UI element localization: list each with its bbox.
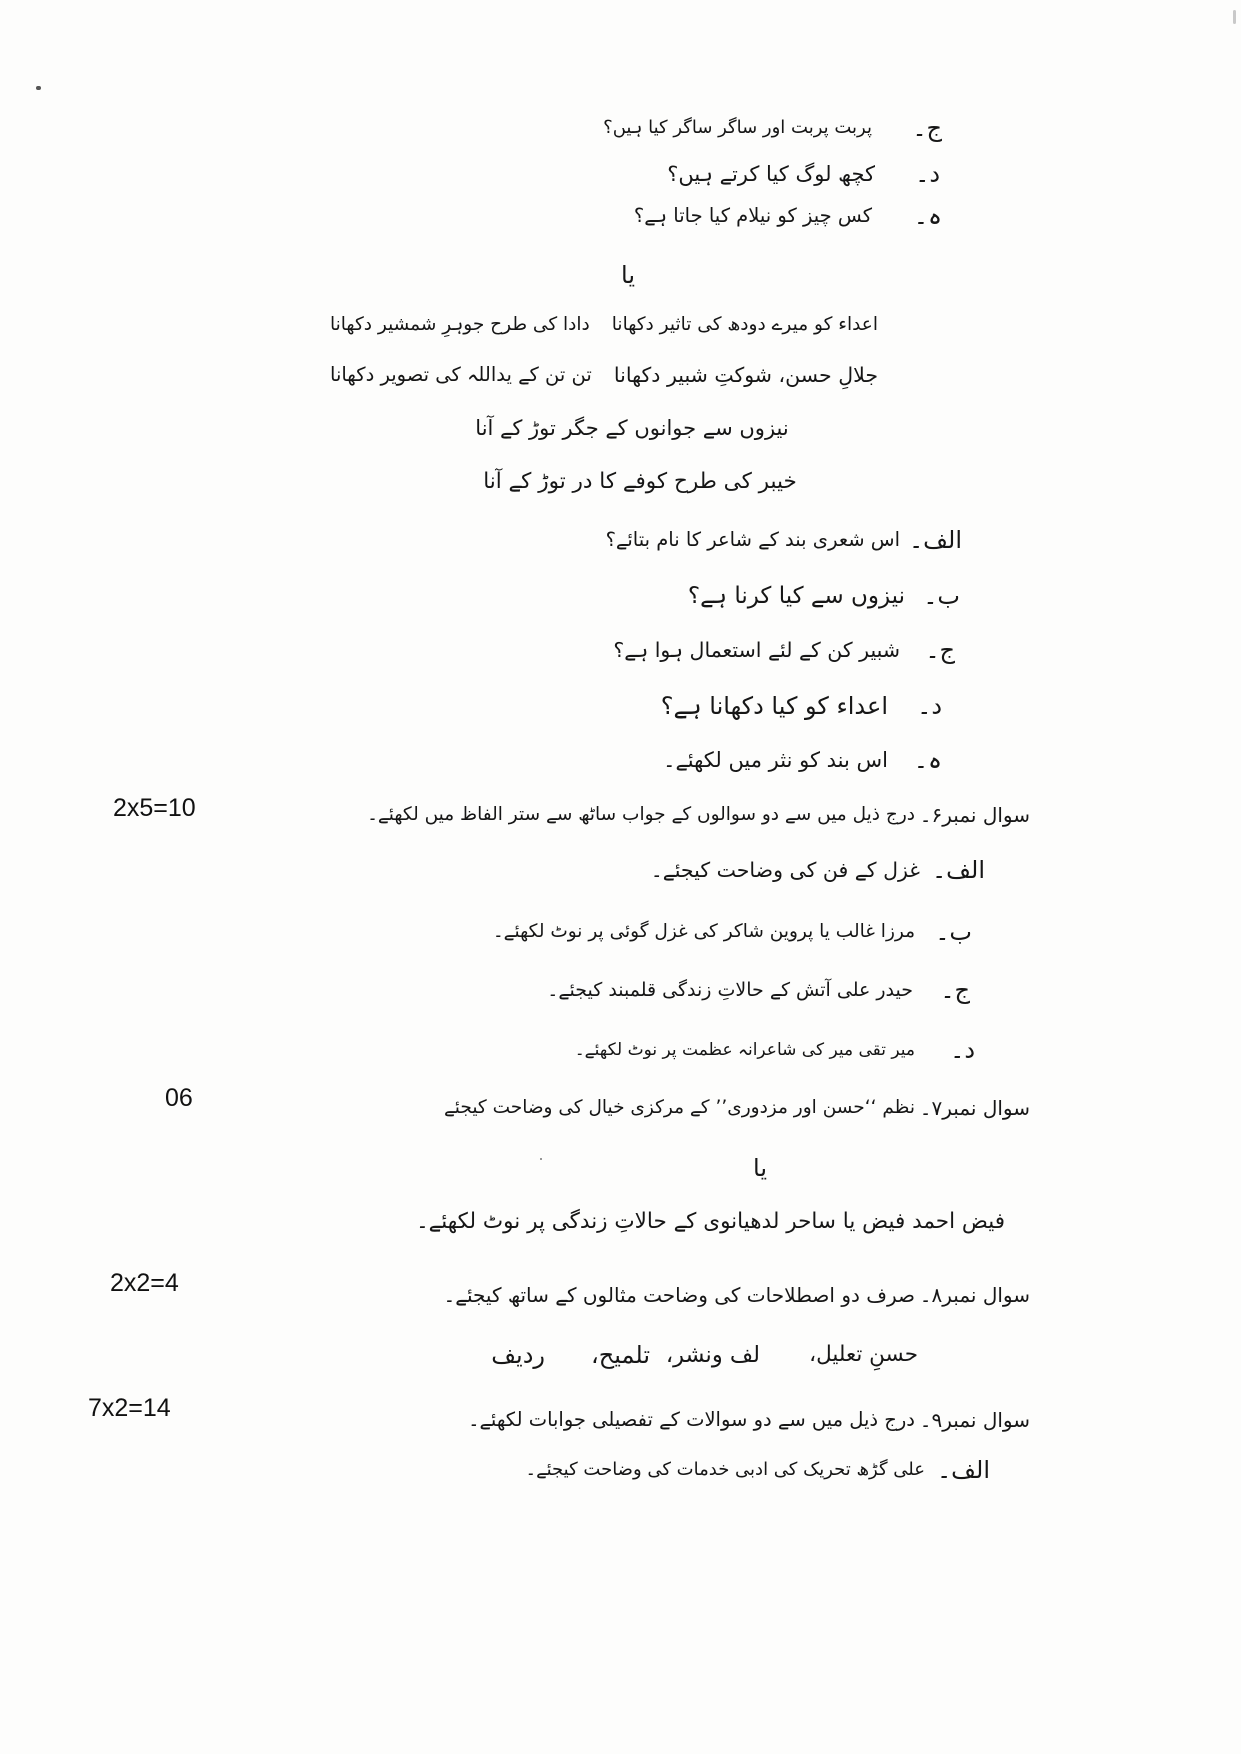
question-part-text: اس شعری بند کے شاعر کا نام بتائے؟ [605, 528, 900, 551]
poem-line: اعداء کو میرے دودھ کی تاثیر دکھانا [611, 314, 878, 335]
question-9-label: سوال نمبر۹۔ [919, 1408, 1030, 1432]
question-part-text: مرزا غالب یا پروین شاکر کی غزل گوئی پر نوٹ لکھئے۔ [492, 921, 915, 942]
question-7-label: سوال نمبر۷۔ [919, 1096, 1030, 1120]
question-part-label: ب۔ [923, 582, 960, 610]
question-part-label: الف۔ [909, 526, 962, 554]
term-item: لف ونشر، [665, 1342, 760, 1368]
question-part-text: علی گڑھ تحریک کی ادبی خدمات کی وضاحت کیجئے۔ [525, 1459, 925, 1480]
poem-line: تن تن کے یداللہ کی تصویر دکھانا [330, 363, 592, 386]
poem-line: دادا کی طرح جوہرِ شمشیر دکھانا [330, 314, 590, 335]
question-8-label: سوال نمبر۸۔ [919, 1283, 1030, 1307]
question-part-label: ج۔ [912, 114, 942, 142]
term-item: ردیف [491, 1341, 545, 1369]
question-7-text: نظم ‘‘حسن اور مزدوری’’ کے مرکزی خیال کی وضاحت کیجئے [443, 1097, 915, 1118]
question-part-text: حیدر علی آتش کے حالاتِ زندگی قلمبند کیجئے۔ [547, 979, 913, 1001]
question-part-text: شبیر کن کے لئے استعمال ہوا ہے؟ [613, 638, 900, 662]
scan-edge-mark [1233, 10, 1236, 24]
question-9-text: درج ذیل میں سے دو سوالات کے تفصیلی جوابات لکھئے۔ [468, 1408, 915, 1431]
question-part-label: د۔ [915, 160, 940, 188]
question-part-label: الف۔ [932, 856, 985, 884]
question-part-text: نیزوں سے کیا کرنا ہے؟ [687, 583, 905, 609]
question-part-label: ہ۔ [913, 746, 942, 774]
question-7-alternative-text: فیض احمد فیض یا ساحر لدھیانوی کے حالاتِ زندگی پر نوٹ لکھئے۔ [416, 1209, 1005, 1234]
scan-speck [36, 86, 41, 90]
term-item: حسنِ تعلیل، [809, 1342, 918, 1367]
question-7-marks: 06 [165, 1084, 193, 1112]
question-part-text: کچھ لوگ کیا کرتے ہیں؟ [667, 162, 875, 186]
question-6-text: درج ذیل میں سے دو سوالوں کے جواب ساٹھ سے ستر الفاظ میں لکھئے۔ [367, 804, 915, 825]
question-part-text: اعداء کو کیا دکھانا ہے؟ [660, 692, 888, 720]
or-divider: یا [621, 261, 635, 289]
question-6-label: سوال نمبر۶۔ [919, 803, 1030, 827]
poem-line: جلالِ حسن، شوکتِ شبیر دکھانا [613, 363, 878, 387]
question-part-label: الف۔ [937, 1456, 990, 1484]
question-part-label: ج۔ [925, 636, 955, 664]
or-divider: یا [753, 1154, 767, 1182]
question-9-marks: 7x2=14 [88, 1394, 171, 1422]
question-part-text: کس چیز کو نیلام کیا جاتا ہے؟ [633, 204, 872, 227]
question-part-label: د۔ [917, 692, 942, 720]
term-item: تلمیح، [591, 1341, 650, 1369]
question-part-text: میر تقی میر کی شاعرانہ عظمت پر نوٹ لکھئے۔ [574, 1040, 915, 1060]
question-part-label: ج۔ [940, 976, 970, 1004]
scan-speck [540, 1158, 542, 1160]
question-part-text: غزل کے فن کی وضاحت کیجئے۔ [650, 858, 920, 882]
question-part-text: اس بند کو نثر میں لکھئے۔ [663, 748, 888, 772]
question-6-marks: 2x5=10 [113, 794, 196, 822]
question-part-text: پربت پربت اور ساگر ساگر کیا ہیں؟ [603, 117, 872, 138]
question-8-marks: 2x2=4 [110, 1269, 179, 1297]
poem-line: خیبر کی طرح کوفے کا در توڑ کے آنا [483, 469, 797, 494]
question-8-text: صرف دو اصطلاحات کی وضاحت مثالوں کے ساتھ کیجئے۔ [443, 1283, 915, 1307]
poem-line: نیزوں سے جوانوں کے جگر توڑ کے آنا [475, 416, 789, 440]
question-part-label: د۔ [950, 1036, 975, 1064]
question-part-label: ہ۔ [913, 202, 942, 230]
question-part-label: ب۔ [935, 918, 972, 946]
